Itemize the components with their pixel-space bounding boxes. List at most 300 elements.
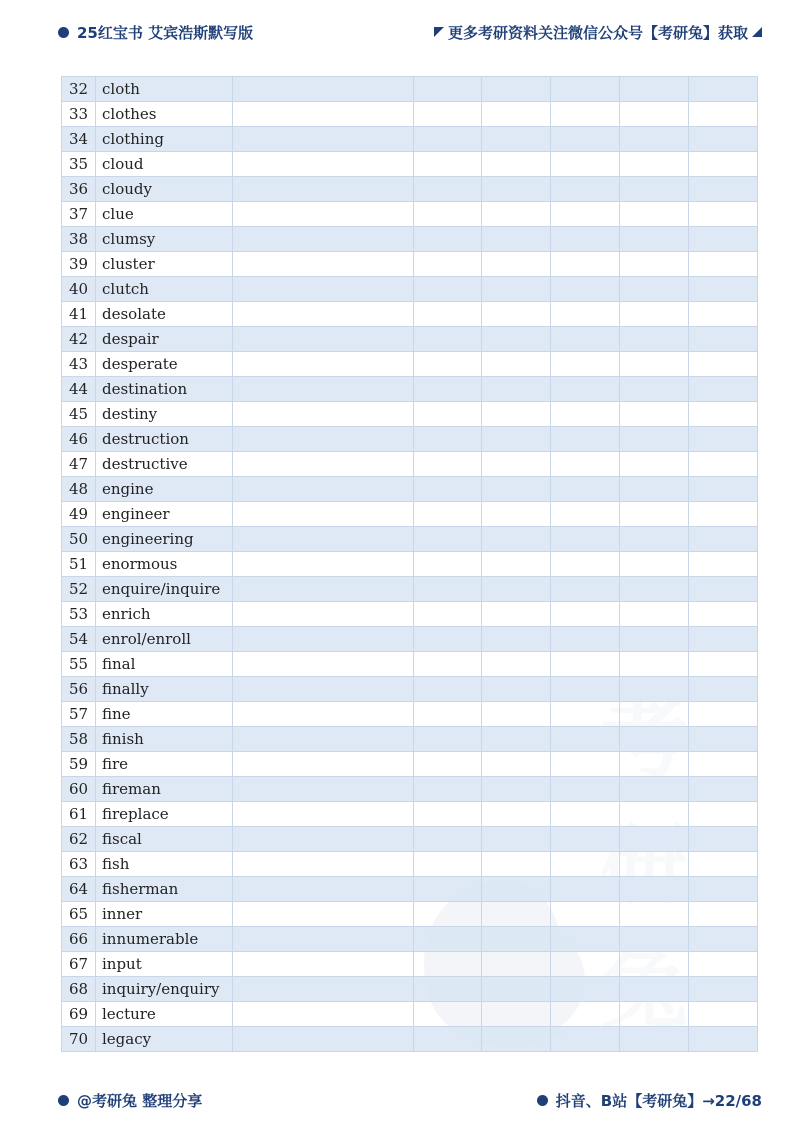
blank-cell — [414, 927, 482, 952]
row-number: 33 — [62, 102, 96, 127]
blank-cell — [689, 327, 758, 352]
blank-cell — [414, 252, 482, 277]
blank-cell — [689, 502, 758, 527]
row-number: 34 — [62, 127, 96, 152]
row-number: 42 — [62, 327, 96, 352]
blank-cell — [414, 777, 482, 802]
blank-cell — [551, 352, 620, 377]
row-number: 65 — [62, 902, 96, 927]
row-number: 54 — [62, 627, 96, 652]
table-row — [62, 927, 758, 952]
blank-cell — [689, 952, 758, 977]
blank-cell — [233, 152, 414, 177]
vocab-word: fireplace — [96, 802, 233, 827]
blank-cell — [233, 377, 414, 402]
blank-cell — [551, 927, 620, 952]
blank-cell — [689, 477, 758, 502]
blank-cell — [689, 202, 758, 227]
blank-cell — [620, 902, 689, 927]
blank-cell — [551, 552, 620, 577]
row-number: 43 — [62, 352, 96, 377]
blank-cell — [620, 152, 689, 177]
row-number: 46 — [62, 427, 96, 452]
blank-cell — [233, 402, 414, 427]
blank-cell — [482, 377, 551, 402]
vocab-word: destination — [96, 377, 233, 402]
blank-cell — [620, 427, 689, 452]
blank-cell — [414, 502, 482, 527]
table-row — [62, 427, 758, 452]
blank-cell — [414, 1002, 482, 1027]
blank-cell — [620, 177, 689, 202]
vocab-word: fiscal — [96, 827, 233, 852]
blank-cell — [482, 802, 551, 827]
blank-cell — [551, 727, 620, 752]
blank-cell — [551, 1002, 620, 1027]
table-row — [62, 227, 758, 252]
blank-cell — [620, 452, 689, 477]
blank-cell — [233, 302, 414, 327]
blank-cell — [689, 352, 758, 377]
blank-cell — [551, 227, 620, 252]
blank-cell — [414, 577, 482, 602]
blank-cell — [482, 277, 551, 302]
blank-cell — [689, 427, 758, 452]
table-row — [62, 952, 758, 977]
blank-cell — [689, 102, 758, 127]
vocab-word: fisherman — [96, 877, 233, 902]
blank-cell — [414, 677, 482, 702]
blank-cell — [233, 127, 414, 152]
blank-cell — [689, 927, 758, 952]
vocab-word: clumsy — [96, 227, 233, 252]
vocab-word: enormous — [96, 552, 233, 577]
blank-cell — [233, 1002, 414, 1027]
blank-cell — [233, 777, 414, 802]
blank-cell — [414, 477, 482, 502]
row-number: 37 — [62, 202, 96, 227]
table-row — [62, 977, 758, 1002]
blank-cell — [620, 527, 689, 552]
blank-cell — [482, 827, 551, 852]
blank-cell — [482, 602, 551, 627]
blank-cell — [689, 177, 758, 202]
blank-cell — [551, 377, 620, 402]
blank-cell — [414, 452, 482, 477]
blank-cell — [689, 827, 758, 852]
footer-right — [537, 1088, 762, 1112]
header-left — [58, 20, 253, 44]
blank-cell — [620, 77, 689, 102]
vocab-word: lecture — [96, 1002, 233, 1027]
blank-cell — [414, 77, 482, 102]
blank-cell — [689, 302, 758, 327]
blank-cell — [620, 827, 689, 852]
blank-cell — [620, 327, 689, 352]
blank-cell — [482, 202, 551, 227]
row-number: 56 — [62, 677, 96, 702]
blank-cell — [233, 327, 414, 352]
bullet-dot-icon — [58, 27, 69, 38]
vocab-word: fine — [96, 702, 233, 727]
blank-cell — [689, 77, 758, 102]
blank-cell — [689, 627, 758, 652]
page-header — [0, 20, 800, 44]
blank-cell — [620, 877, 689, 902]
blank-cell — [482, 727, 551, 752]
blank-cell — [551, 102, 620, 127]
blank-cell — [620, 952, 689, 977]
vocab-word: enquire/inquire — [96, 577, 233, 602]
blank-cell — [551, 1027, 620, 1052]
blank-cell — [482, 577, 551, 602]
row-number: 62 — [62, 827, 96, 852]
blank-cell — [414, 752, 482, 777]
blank-cell — [233, 1027, 414, 1052]
blank-cell — [414, 602, 482, 627]
blank-cell — [414, 202, 482, 227]
row-number: 53 — [62, 602, 96, 627]
blank-cell — [620, 752, 689, 777]
blank-cell — [414, 977, 482, 1002]
blank-cell — [551, 827, 620, 852]
vocab-word: clutch — [96, 277, 233, 302]
blank-cell — [551, 527, 620, 552]
blank-cell — [414, 702, 482, 727]
blank-cell — [620, 652, 689, 677]
vocab-word: enrich — [96, 602, 233, 627]
table-row — [62, 302, 758, 327]
blank-cell — [689, 452, 758, 477]
blank-cell — [689, 227, 758, 252]
blank-cell — [689, 752, 758, 777]
row-number: 66 — [62, 927, 96, 952]
blank-cell — [689, 977, 758, 1002]
blank-cell — [689, 1027, 758, 1052]
blank-cell — [620, 302, 689, 327]
table-row — [62, 652, 758, 677]
blank-cell — [233, 502, 414, 527]
header-right — [434, 20, 762, 44]
blank-cell — [414, 802, 482, 827]
blank-cell — [551, 652, 620, 677]
blank-cell — [620, 352, 689, 377]
blank-cell — [482, 1002, 551, 1027]
blank-cell — [233, 927, 414, 952]
row-number: 69 — [62, 1002, 96, 1027]
blank-cell — [414, 277, 482, 302]
row-number: 50 — [62, 527, 96, 552]
table-row — [62, 602, 758, 627]
blank-cell — [482, 352, 551, 377]
blank-cell — [482, 252, 551, 277]
blank-cell — [620, 977, 689, 1002]
blank-cell — [233, 752, 414, 777]
blank-cell — [620, 277, 689, 302]
vocab-word: desolate — [96, 302, 233, 327]
vocab-word: cloudy — [96, 177, 233, 202]
table-row — [62, 152, 758, 177]
blank-cell — [551, 902, 620, 927]
blank-cell — [482, 952, 551, 977]
blank-cell — [551, 752, 620, 777]
blank-cell — [482, 127, 551, 152]
blank-cell — [620, 777, 689, 802]
table-row — [62, 127, 758, 152]
blank-cell — [233, 727, 414, 752]
page-number: 抖音、B站【考研兔】→22/68 — [555, 1091, 762, 1110]
blank-cell — [689, 127, 758, 152]
blank-cell — [482, 477, 551, 502]
blank-cell — [414, 552, 482, 577]
vocab-table — [61, 76, 758, 1052]
blank-cell — [233, 702, 414, 727]
blank-cell — [414, 952, 482, 977]
blank-cell — [620, 802, 689, 827]
vocab-word: clothing — [96, 127, 233, 152]
table-row — [62, 202, 758, 227]
blank-cell — [233, 977, 414, 1002]
row-number: 59 — [62, 752, 96, 777]
row-number: 48 — [62, 477, 96, 502]
blank-cell — [620, 1027, 689, 1052]
table-row — [62, 702, 758, 727]
blank-cell — [551, 402, 620, 427]
blank-cell — [689, 677, 758, 702]
vocab-word: destiny — [96, 402, 233, 427]
blank-cell — [482, 902, 551, 927]
blank-cell — [233, 202, 414, 227]
blank-cell — [414, 1027, 482, 1052]
row-number: 45 — [62, 402, 96, 427]
blank-cell — [482, 152, 551, 177]
blank-cell — [482, 877, 551, 902]
blank-cell — [620, 577, 689, 602]
blank-cell — [689, 252, 758, 277]
blank-cell — [689, 577, 758, 602]
blank-cell — [620, 1002, 689, 1027]
vocab-word: fish — [96, 852, 233, 877]
table-row — [62, 802, 758, 827]
blank-cell — [482, 627, 551, 652]
vocab-word: engineer — [96, 502, 233, 527]
blank-cell — [551, 777, 620, 802]
blank-cell — [551, 427, 620, 452]
blank-cell — [233, 477, 414, 502]
blank-cell — [414, 527, 482, 552]
blank-cell — [482, 227, 551, 252]
blank-cell — [233, 227, 414, 252]
blank-cell — [233, 77, 414, 102]
row-number: 40 — [62, 277, 96, 302]
blank-cell — [551, 702, 620, 727]
vocab-word: cloud — [96, 152, 233, 177]
blank-cell — [551, 177, 620, 202]
blank-cell — [551, 302, 620, 327]
blank-cell — [551, 852, 620, 877]
row-number: 32 — [62, 77, 96, 102]
table-row — [62, 577, 758, 602]
blank-cell — [233, 527, 414, 552]
blank-cell — [482, 452, 551, 477]
blank-cell — [689, 152, 758, 177]
blank-cell — [482, 977, 551, 1002]
vocab-word: cluster — [96, 252, 233, 277]
vocab-word: final — [96, 652, 233, 677]
blank-cell — [233, 252, 414, 277]
blank-cell — [482, 852, 551, 877]
blank-cell — [482, 752, 551, 777]
blank-cell — [551, 277, 620, 302]
blank-cell — [414, 877, 482, 902]
row-number: 58 — [62, 727, 96, 752]
blank-cell — [689, 702, 758, 727]
corner-triangle-icon — [752, 27, 762, 37]
row-number: 63 — [62, 852, 96, 877]
vocab-word: legacy — [96, 1027, 233, 1052]
vocab-word: cloth — [96, 77, 233, 102]
blank-cell — [620, 127, 689, 152]
table-row — [62, 777, 758, 802]
blank-cell — [620, 477, 689, 502]
vocab-word: desperate — [96, 352, 233, 377]
blank-cell — [482, 177, 551, 202]
blank-cell — [551, 477, 620, 502]
blank-cell — [689, 727, 758, 752]
footer-credit: @考研兔 整理分享 — [77, 1091, 203, 1110]
blank-cell — [551, 202, 620, 227]
blank-cell — [551, 977, 620, 1002]
row-number: 64 — [62, 877, 96, 902]
blank-cell — [414, 302, 482, 327]
blank-cell — [482, 77, 551, 102]
blank-cell — [414, 902, 482, 927]
page-footer — [0, 1088, 800, 1112]
table-row — [62, 1027, 758, 1052]
blank-cell — [414, 377, 482, 402]
blank-cell — [414, 402, 482, 427]
blank-cell — [551, 677, 620, 702]
blank-cell — [620, 627, 689, 652]
blank-cell — [414, 652, 482, 677]
blank-cell — [482, 702, 551, 727]
blank-cell — [414, 127, 482, 152]
table-row — [62, 277, 758, 302]
blank-cell — [414, 177, 482, 202]
table-row — [62, 902, 758, 927]
blank-cell — [620, 552, 689, 577]
row-number: 55 — [62, 652, 96, 677]
blank-cell — [482, 677, 551, 702]
blank-cell — [414, 327, 482, 352]
blank-cell — [482, 102, 551, 127]
blank-cell — [689, 802, 758, 827]
blank-cell — [414, 227, 482, 252]
blank-cell — [482, 502, 551, 527]
vocab-word: clothes — [96, 102, 233, 127]
blank-cell — [414, 352, 482, 377]
table-row — [62, 752, 758, 777]
blank-cell — [551, 77, 620, 102]
table-row — [62, 1002, 758, 1027]
table-row — [62, 527, 758, 552]
blank-cell — [233, 602, 414, 627]
blank-cell — [689, 602, 758, 627]
blank-cell — [233, 177, 414, 202]
blank-cell — [689, 652, 758, 677]
blank-cell — [414, 727, 482, 752]
vocab-word: engineering — [96, 527, 233, 552]
table-row — [62, 252, 758, 277]
table-row — [62, 77, 758, 102]
blank-cell — [233, 952, 414, 977]
vocab-word: finally — [96, 677, 233, 702]
blank-cell — [482, 777, 551, 802]
table-row — [62, 502, 758, 527]
blank-cell — [233, 427, 414, 452]
blank-cell — [482, 552, 551, 577]
vocab-word: finish — [96, 727, 233, 752]
blank-cell — [551, 502, 620, 527]
blank-cell — [414, 102, 482, 127]
blank-cell — [551, 952, 620, 977]
blank-cell — [233, 577, 414, 602]
blank-cell — [233, 802, 414, 827]
table-row — [62, 877, 758, 902]
row-number: 60 — [62, 777, 96, 802]
blank-cell — [551, 327, 620, 352]
table-row — [62, 552, 758, 577]
bullet-dot-icon — [58, 1095, 69, 1106]
blank-cell — [620, 927, 689, 952]
blank-cell — [551, 802, 620, 827]
blank-cell — [620, 727, 689, 752]
vocab-word: destruction — [96, 427, 233, 452]
blank-cell — [414, 852, 482, 877]
table-row — [62, 177, 758, 202]
header-promo: 更多考研资料关注微信公众号【考研兔】获取 — [447, 23, 748, 42]
blank-cell — [414, 627, 482, 652]
row-number: 38 — [62, 227, 96, 252]
blank-cell — [233, 552, 414, 577]
table-row — [62, 827, 758, 852]
table-row — [62, 102, 758, 127]
vocab-word: input — [96, 952, 233, 977]
blank-cell — [620, 702, 689, 727]
vocab-word: inquiry/enquiry — [96, 977, 233, 1002]
row-number: 70 — [62, 1027, 96, 1052]
table-row — [62, 452, 758, 477]
blank-cell — [689, 777, 758, 802]
blank-cell — [620, 402, 689, 427]
blank-cell — [620, 102, 689, 127]
row-number: 68 — [62, 977, 96, 1002]
blank-cell — [482, 652, 551, 677]
row-number: 57 — [62, 702, 96, 727]
blank-cell — [233, 902, 414, 927]
table-row — [62, 727, 758, 752]
blank-cell — [689, 902, 758, 927]
vocab-word: despair — [96, 327, 233, 352]
blank-cell — [551, 127, 620, 152]
blank-cell — [689, 877, 758, 902]
vocab-word: innumerable — [96, 927, 233, 952]
table-row — [62, 402, 758, 427]
vocab-word: enrol/enroll — [96, 627, 233, 652]
table-row — [62, 477, 758, 502]
blank-cell — [689, 402, 758, 427]
blank-cell — [482, 302, 551, 327]
